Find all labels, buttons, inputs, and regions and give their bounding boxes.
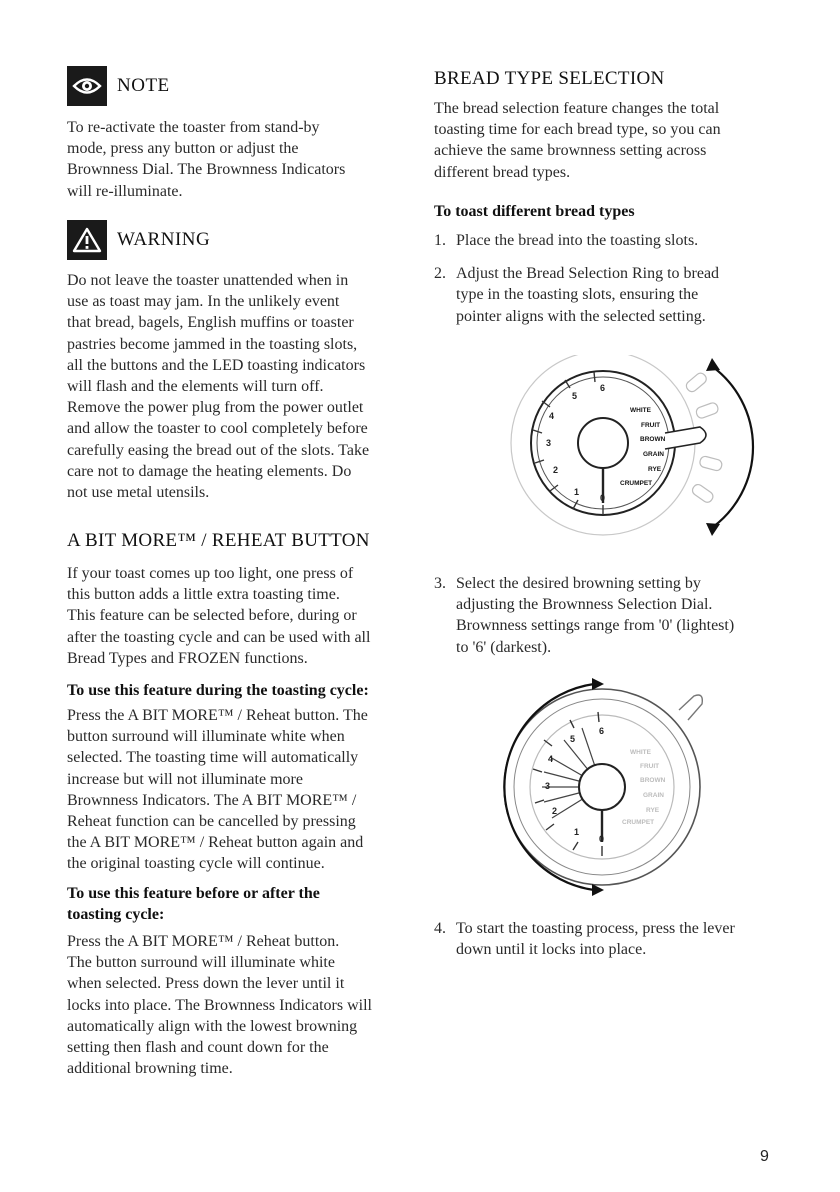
note-body: To re-activate the toaster from stand-by mode, press any button or adjust the Brownness Dial. The Brownness Indicators will re-illuminate.	[67, 119, 346, 200]
step-list-b	[434, 573, 794, 658]
dial-number: 3	[546, 438, 552, 448]
dial-number: 1	[574, 487, 580, 497]
dial-number: 4	[549, 411, 555, 421]
step-list-c	[434, 918, 794, 960]
bread-type-label: BROWN	[640, 777, 666, 784]
step-item: 1. Place the bread into the toasting slots.	[434, 232, 699, 249]
note-header	[67, 66, 170, 106]
brownness-dial-diagram	[494, 672, 734, 902]
bread-type-label: RYE	[648, 466, 662, 473]
dial-number: 2	[553, 465, 559, 475]
bread-type-label: CRUMPET	[622, 819, 655, 826]
warning-icon	[67, 220, 107, 260]
bread-type-label: FRUIT	[640, 763, 660, 770]
dial-number: 6	[599, 726, 605, 736]
before-heading: To use this feature before or after the toasting cycle:	[67, 885, 320, 924]
dial-number: 6	[600, 383, 606, 393]
bread-type-label: WHITE	[630, 407, 651, 414]
step-item: 2. Adjust the Bread Selection Ring to bread type in the toasting slots, ensuring the pointer aligns with the selected setting.	[434, 265, 720, 325]
step-list-a	[434, 230, 794, 327]
dial-number: 2	[552, 806, 558, 816]
bread-type-subheading: To toast different bread types	[434, 203, 635, 220]
page-number: 9	[760, 1148, 769, 1165]
dial-number: 0	[599, 834, 605, 844]
during-body: Press the A BIT MORE™ / Reheat button. The button surround will illuminate white when selected. The toasting time will automatically increase but will not illuminate more Brownness Indicators. The A BIT MORE™ / Reheat function can be cancelled by pressing the A BIT MORE™ / Reheat button again and the original toasting cycle will continue.	[67, 707, 368, 873]
before-body: Press the A BIT MORE™ / Reheat button. The button surround will illuminate white when selected. Press down the lever until it locks into place. The Brownness Indicators will automatically align with the lowest browning setting then flash and count down for the additional browning time.	[67, 933, 372, 1078]
step-item: 3. Select the desired browning setting by adjusting the Brownness Selection Dial. Brownness settings range from '0' (lightest) to '6' (darkest).	[434, 575, 735, 656]
bread-type-label: GRAIN	[643, 792, 664, 799]
note-title: NOTE	[117, 75, 170, 96]
bread-type-heading: BREAD TYPE SELECTION	[434, 68, 665, 89]
dial-number: 1	[574, 827, 580, 837]
bread-type-label: BROWN	[640, 436, 666, 443]
warning-body: Do not leave the toaster unattended when in use as toast may jam. In the unlikely event that bread, bagels, English muffins or toaster pastries become jammed in the toasting slots, all the buttons and the LED toasting indicators will flash and the elements will turn off. Remove the power plug from the power outlet and allow the toaster to cool completely before carefully easing the bread out of the slots. Take care not to damage the heating elements. Do not use metal utensils.	[67, 272, 370, 502]
eye-icon	[67, 66, 107, 106]
dial-number: 4	[548, 754, 554, 764]
warning-title: WARNING	[117, 229, 211, 250]
bread-type-label: RYE	[646, 807, 660, 814]
rotation-arrow-icon	[713, 367, 753, 527]
a-bit-more-heading: A BIT MORE™ / REHEAT BUTTON	[67, 530, 370, 551]
bread-selection-dial-diagram	[500, 355, 760, 540]
a-bit-more-intro: If your toast comes up too light, one press of this button adds a little extra toasting time. This feature can be selected before, during or after the toasting cycle and can be used with all Bread Types and FROZEN functions.	[67, 565, 371, 667]
bread-type-intro: The bread selection feature changes the total toasting time for each bread type, so you can achieve the same brownness setting across different bread types.	[434, 100, 721, 181]
bread-type-label: GRAIN	[643, 451, 664, 458]
bread-type-label: WHITE	[630, 749, 651, 756]
dial-number: 5	[572, 391, 578, 401]
bread-type-label: CRUMPET	[620, 480, 653, 487]
dial-number: 3	[545, 781, 551, 791]
during-heading: To use this feature during the toasting cycle:	[67, 682, 369, 699]
bread-type-label: FRUIT	[641, 422, 661, 429]
dial-number: 5	[570, 734, 576, 744]
dial-number: 0	[600, 493, 606, 503]
step-item: 4. To start the toasting process, press the lever down until it locks into place.	[434, 920, 735, 959]
warning-header	[67, 220, 210, 260]
